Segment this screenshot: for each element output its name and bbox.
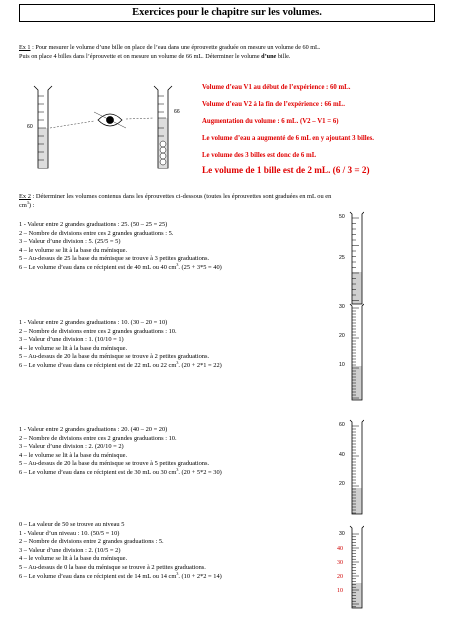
cyl2-tick-label: 10 [339, 362, 345, 368]
cyl4-tick-label: 30 [339, 531, 345, 537]
ex1-statement-line2 [19, 53, 290, 61]
ex1-marble [160, 141, 166, 147]
ex2-line: 3 – Valeur d’une division : 2. (10/5 = 2) [19, 546, 121, 554]
cyl1-tick-label: 50 [339, 214, 345, 220]
ex2-line: 5 – Au-dessus de 20 la base du ménisque se trouve à 2 petites graduations. [19, 353, 210, 361]
ex1-sight-line [126, 118, 154, 119]
ex1-figure [28, 84, 192, 172]
cyl2-tick-label: 20 [339, 333, 345, 339]
ex2-result [19, 359, 222, 371]
ex2-line: 4 – le volume se lit à la base du ménisque. [19, 344, 128, 352]
ex2-line: 1 - Valeur entre 2 grandes graduations : 25. (50 – 25 = 25) [19, 221, 168, 228]
ex2-block-1 [19, 221, 222, 273]
cyl4-red-label: 20 [337, 574, 343, 580]
ex2-line: 5 – Au-dessus de 0 la base du ménisque se trouve à 2 petites graduations. [19, 563, 206, 571]
ex1-line2a: Puis on place 4 billes dans l’éprouvette et on mesure un volume de 66 mL. Déterminer le volume [19, 53, 262, 60]
ex2-block-3 [19, 426, 222, 478]
ex2-intro2: cm [19, 201, 27, 209]
ex1-label-60: 60 [27, 124, 33, 130]
cyl1-tick-label: 25 [339, 255, 345, 261]
ex2-line: 3 – Valeur d’une division : 1. (10/10 = 1) [19, 336, 124, 344]
cyl2-tick-label: 30 [339, 304, 345, 310]
ex2-result [19, 261, 222, 273]
ex2-line: 3 – Valeur d’une division : 5. (25/5 = 5) [19, 238, 121, 246]
ex2-line: 2 – Nombre de divisions entre 2 grandes graduations : 5. [19, 538, 164, 546]
ex2-intro2-end: ) : [28, 201, 35, 209]
ex2-line: 4 – le volume se lit à la base du ménisque. [19, 555, 128, 563]
cyl3-tick-label: 40 [339, 452, 345, 458]
page-title: Exercices pour le chapitre sur les volumes. [19, 4, 435, 22]
ex2-line: 4 – le volume se lit à la base du ménisque. [19, 451, 128, 459]
ex1-conclusion: Le volume de 1 bille est de 2 mL. (6 / 3 = 2) [202, 165, 370, 175]
ex2-result-sup: 3 [176, 570, 179, 576]
cyl3-tick-label: 60 [339, 422, 345, 428]
ex2-result-a: 6 – Le volume d’eau dans ce récipient est de 40 mL ou 40 cm [19, 263, 177, 271]
ex2-result-a: 6 – Le volume d’eau dans ce récipient est de 14 mL ou 14 cm [19, 572, 177, 580]
ex1-answer: Volume d’eau V1 au début de l’expérience : 60 mL. [202, 84, 351, 91]
ex2-intro [19, 193, 439, 210]
cyl4-red-label: 40 [337, 546, 343, 552]
cyl4-red-label: 30 [337, 560, 343, 566]
ex1-line2b: d’une [261, 53, 277, 60]
graduated-cylinder-2 [334, 302, 364, 402]
ex1-marble [160, 147, 166, 153]
ex2-line: 1 - Valeur d’un niveau : 10. (50/5 = 10) [19, 529, 120, 537]
eye-icon [94, 112, 126, 128]
ex2-block-2 [19, 319, 222, 371]
ex1-label: Ex 1 [19, 44, 31, 51]
ex2-intro1: : Déterminer les volumes contenus dans les éprouvettes ci-dessous (toutes les éprouvettes sont graduées en mL ou en [30, 193, 332, 200]
ex2-line: 2 – Nombre de divisions entre ces 2 grandes graduations : 5. [19, 229, 174, 237]
ex2-result-sup: 3 [176, 359, 179, 365]
ex2-line: 4 – le volume se lit à la base du ménisque. [19, 246, 128, 254]
ex2-result-a: 6 – Le volume d’eau dans ce récipient est de 30 mL ou 30 cm [19, 468, 177, 476]
ex2-line: 5 – Au-dessus de 25 la base du ménisque se trouve à 3 petites graduations. [19, 255, 210, 263]
ex1-graduations [38, 96, 166, 160]
ex1-marble [160, 159, 166, 165]
ex2-result-b: . (20 + 5*2 = 30) [178, 468, 222, 476]
ex1-label-66: 66 [174, 109, 180, 115]
graduated-cylinder-3 [334, 418, 364, 516]
ex1-line2c: bille. [276, 53, 291, 60]
ex2-result-b: . (10 + 2*2 = 14) [178, 572, 222, 580]
ex1-sight-line [50, 121, 94, 128]
ex1-water-left [39, 128, 48, 168]
ex2-result-a: 6 – Le volume d’eau dans ce récipient est de 22 mL ou 22 cm [19, 361, 177, 369]
ex2-result-b: . (25 + 3*5 = 40) [178, 263, 222, 271]
ex2-result-b: . (20 + 2*1 = 22) [178, 361, 222, 369]
ex2-block-4 [19, 521, 222, 581]
cyl4-red-label: 10 [337, 588, 343, 594]
ex1-statement [19, 44, 320, 52]
ex1-answer: Volume d’eau V2 à la fin de l’expérience : 66 mL. [202, 101, 345, 108]
ex2-result [19, 466, 222, 478]
ex2-line: 5 – Au-dessus de 20 la base du ménisque se trouve à 5 petites graduations. [19, 460, 210, 468]
cyl3-tick-label: 20 [339, 481, 345, 487]
ex1-line1: : Pour mesurer le volume d’une bille on place de l’eau dans une éprouvette graduée on mesure un volume de 60 mL. [30, 44, 321, 51]
ex2-line: 0 – La valeur de 50 se trouve au niveau 5 [19, 521, 125, 528]
water-fill [353, 272, 362, 304]
ex1-answers [202, 84, 374, 176]
ex2-line: 3 – Valeur d’une division : 2. (20/10 = 2) [19, 443, 124, 451]
ex1-answer: Le volume d’eau a augmenté de 6 mL en y ajoutant 3 billes. [202, 135, 374, 142]
ex2-result [19, 570, 222, 582]
ex2-result-sup: 3 [176, 466, 179, 472]
ex1-answer: Augmentation du volume : 6 mL. (V2 – V1 = 6) [202, 118, 339, 125]
ex2-line: 1 - Valeur entre 2 grandes graduations : 20. (40 – 20 = 20) [19, 426, 168, 433]
ex2-result-sup: 3 [176, 261, 179, 267]
ex2-line: 1 - Valeur entre 2 grandes graduations : 10. (30 – 20 = 10) [19, 319, 168, 326]
ex1-marble [160, 153, 166, 159]
ex2-line: 2 – Nombre de divisions entre ces 2 grandes graduations : 10. [19, 434, 177, 442]
ex1-answer: Le volume des 3 billes est donc de 6 mL [202, 152, 317, 159]
ex2-line: 2 – Nombre de divisions entre ces 2 grandes graduations : 10. [19, 327, 177, 335]
ex2-label: Ex 2 [19, 193, 31, 200]
ex2-intro2-sup: 3 [26, 199, 29, 205]
